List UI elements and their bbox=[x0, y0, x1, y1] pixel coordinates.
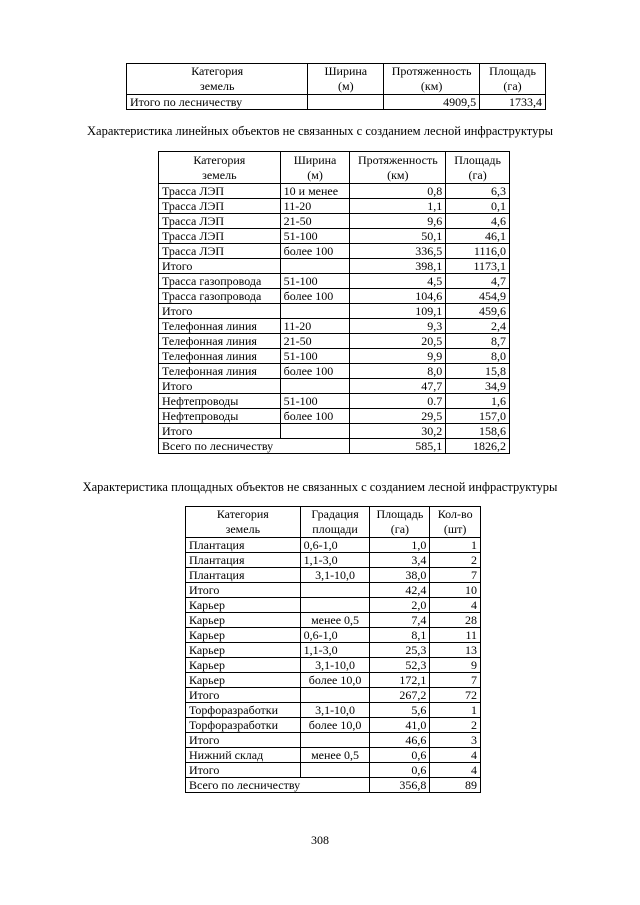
range-cell: более 100 bbox=[280, 289, 350, 304]
column-header: Протяженность (км) bbox=[350, 152, 446, 184]
category-cell: Телефонная линия bbox=[159, 349, 281, 364]
table-row bbox=[186, 673, 481, 688]
category-cell: Трасса газопровода bbox=[159, 289, 281, 304]
column-header: Площадь (га) bbox=[446, 152, 510, 184]
value-cell: 109,1 bbox=[350, 304, 446, 319]
category-cell: Телефонная линия bbox=[159, 364, 281, 379]
value-cell: 4 bbox=[430, 763, 481, 778]
value-cell: 157,0 bbox=[446, 409, 510, 424]
table-row bbox=[186, 553, 481, 568]
table-row bbox=[186, 568, 481, 583]
value-cell: 38,0 bbox=[370, 568, 430, 583]
range-cell: 21-50 bbox=[280, 334, 350, 349]
total-length: 4909,5 bbox=[384, 95, 480, 110]
value-cell: 2,4 bbox=[446, 319, 510, 334]
category-cell: Карьер bbox=[186, 628, 301, 643]
value-cell: 13 bbox=[430, 643, 481, 658]
value-cell: 8,1 bbox=[370, 628, 430, 643]
category-cell: Итого bbox=[159, 259, 281, 274]
range-cell bbox=[280, 259, 350, 274]
range-cell: 1,1-3,0 bbox=[300, 553, 370, 568]
value-cell: 336,5 bbox=[350, 244, 446, 259]
table-row bbox=[186, 613, 481, 628]
category-cell: Телефонная линия bbox=[159, 319, 281, 334]
value-cell: 0,6 bbox=[370, 763, 430, 778]
category-cell: Трасса ЛЭП bbox=[159, 244, 281, 259]
range-cell bbox=[300, 733, 370, 748]
range-cell: более 100 bbox=[280, 364, 350, 379]
value-cell: 42,4 bbox=[370, 583, 430, 598]
grand-total-length: 585,1 bbox=[350, 439, 446, 454]
grand-total-area: 1826,2 bbox=[446, 439, 510, 454]
value-cell: 1,6 bbox=[446, 394, 510, 409]
table-row bbox=[186, 658, 481, 673]
grand-total-area: 356,8 bbox=[370, 778, 430, 793]
range-cell: более 10,0 bbox=[300, 673, 370, 688]
value-cell: 3,4 bbox=[370, 553, 430, 568]
value-cell: 158,6 bbox=[446, 424, 510, 439]
value-cell: 0.7 bbox=[350, 394, 446, 409]
value-cell: 52,3 bbox=[370, 658, 430, 673]
table-row bbox=[159, 379, 510, 394]
table-row bbox=[186, 703, 481, 718]
table-row bbox=[186, 718, 481, 733]
category-cell: Карьер bbox=[186, 673, 301, 688]
category-cell: Плантация bbox=[186, 538, 301, 553]
empty-cell bbox=[308, 95, 384, 110]
value-cell: 46,1 bbox=[446, 229, 510, 244]
category-cell: Итого bbox=[186, 763, 301, 778]
range-cell: более 100 bbox=[280, 244, 350, 259]
range-cell: 3,1-10,0 bbox=[300, 703, 370, 718]
value-cell: 15,8 bbox=[446, 364, 510, 379]
range-cell: 51-100 bbox=[280, 394, 350, 409]
value-cell: 29,5 bbox=[350, 409, 446, 424]
value-cell: 9,6 bbox=[350, 214, 446, 229]
area-objects-table bbox=[185, 506, 481, 793]
column-header: Ширина (м) bbox=[280, 152, 350, 184]
category-cell: Телефонная линия bbox=[159, 334, 281, 349]
table-row bbox=[159, 289, 510, 304]
column-header: Ширина (м) bbox=[308, 64, 384, 95]
category-cell: Трасса ЛЭП bbox=[159, 184, 281, 199]
category-cell: Нефтепроводы bbox=[159, 394, 281, 409]
table-row bbox=[159, 274, 510, 289]
category-cell: Карьер bbox=[186, 598, 301, 613]
range-cell bbox=[300, 688, 370, 703]
category-cell: Итого bbox=[186, 688, 301, 703]
value-cell: 1,0 bbox=[370, 538, 430, 553]
range-cell: 11-20 bbox=[280, 199, 350, 214]
category-cell: Торфоразработки bbox=[186, 703, 301, 718]
value-cell: 6,3 bbox=[446, 184, 510, 199]
summary-table-top bbox=[126, 63, 546, 110]
range-cell: менее 0,5 bbox=[300, 748, 370, 763]
value-cell: 1173,1 bbox=[446, 259, 510, 274]
table-row bbox=[186, 538, 481, 553]
value-cell: 104,6 bbox=[350, 289, 446, 304]
table-row bbox=[186, 598, 481, 613]
table-row bbox=[186, 583, 481, 598]
value-cell: 4,6 bbox=[446, 214, 510, 229]
value-cell: 1,1 bbox=[350, 199, 446, 214]
total-area: 1733,4 bbox=[480, 95, 546, 110]
category-cell: Итого bbox=[186, 583, 301, 598]
range-cell: более 10,0 bbox=[300, 718, 370, 733]
table-row bbox=[159, 304, 510, 319]
value-cell: 2 bbox=[430, 553, 481, 568]
category-cell: Итого bbox=[186, 733, 301, 748]
range-cell: 51-100 bbox=[280, 349, 350, 364]
value-cell: 9,9 bbox=[350, 349, 446, 364]
table-row bbox=[159, 394, 510, 409]
table-row bbox=[159, 319, 510, 334]
table-row bbox=[186, 628, 481, 643]
category-cell: Трасса газопровода bbox=[159, 274, 281, 289]
category-cell: Карьер bbox=[186, 643, 301, 658]
column-header: Кол-во (шт) bbox=[430, 507, 481, 538]
range-cell bbox=[300, 583, 370, 598]
range-cell: 21-50 bbox=[280, 214, 350, 229]
category-cell: Плантация bbox=[186, 553, 301, 568]
grand-total-count: 89 bbox=[430, 778, 481, 793]
value-cell: 28 bbox=[430, 613, 481, 628]
table-header-row bbox=[186, 507, 481, 538]
table-row bbox=[186, 763, 481, 778]
grand-total-label: Всего по лесничеству bbox=[159, 439, 350, 454]
range-cell: 3,1-10,0 bbox=[300, 568, 370, 583]
value-cell: 2,0 bbox=[370, 598, 430, 613]
value-cell: 4,7 bbox=[446, 274, 510, 289]
column-header: Категория земель bbox=[186, 507, 301, 538]
column-header: Протяженность (км) bbox=[384, 64, 480, 95]
range-cell: 0,6-1,0 bbox=[300, 628, 370, 643]
value-cell: 3 bbox=[430, 733, 481, 748]
value-cell: 398,1 bbox=[350, 259, 446, 274]
table-row bbox=[159, 364, 510, 379]
total-row bbox=[127, 95, 546, 110]
value-cell: 9 bbox=[430, 658, 481, 673]
range-cell: 3,1-10,0 bbox=[300, 658, 370, 673]
table-row bbox=[159, 199, 510, 214]
value-cell: 10 bbox=[430, 583, 481, 598]
table-row bbox=[186, 688, 481, 703]
value-cell: 11 bbox=[430, 628, 481, 643]
value-cell: 459,6 bbox=[446, 304, 510, 319]
value-cell: 5,6 bbox=[370, 703, 430, 718]
value-cell: 1 bbox=[430, 538, 481, 553]
table-row bbox=[159, 229, 510, 244]
range-cell bbox=[280, 424, 350, 439]
category-cell: Нижний склад bbox=[186, 748, 301, 763]
page-number: 308 bbox=[311, 833, 329, 847]
value-cell: 0,8 bbox=[350, 184, 446, 199]
range-cell: 51-100 bbox=[280, 229, 350, 244]
column-header: Градация площади bbox=[300, 507, 370, 538]
range-cell bbox=[280, 379, 350, 394]
grand-total-row bbox=[159, 439, 510, 454]
range-cell bbox=[300, 598, 370, 613]
category-cell: Торфоразработки bbox=[186, 718, 301, 733]
value-cell: 7 bbox=[430, 568, 481, 583]
table-row bbox=[186, 643, 481, 658]
value-cell: 2 bbox=[430, 718, 481, 733]
value-cell: 1116,0 bbox=[446, 244, 510, 259]
range-cell: 51-100 bbox=[280, 274, 350, 289]
value-cell: 8,0 bbox=[350, 364, 446, 379]
table-row bbox=[186, 748, 481, 763]
value-cell: 454,9 bbox=[446, 289, 510, 304]
value-cell: 172,1 bbox=[370, 673, 430, 688]
table-row bbox=[159, 409, 510, 424]
linear-objects-table bbox=[158, 151, 510, 454]
column-header: Площадь (га) bbox=[370, 507, 430, 538]
range-cell bbox=[280, 304, 350, 319]
table-row bbox=[159, 214, 510, 229]
category-cell: Плантация bbox=[186, 568, 301, 583]
value-cell: 46,6 bbox=[370, 733, 430, 748]
table-row bbox=[159, 334, 510, 349]
range-cell bbox=[300, 763, 370, 778]
category-cell: Итого bbox=[159, 424, 281, 439]
value-cell: 30,2 bbox=[350, 424, 446, 439]
value-cell: 7 bbox=[430, 673, 481, 688]
value-cell: 0,1 bbox=[446, 199, 510, 214]
value-cell: 4,5 bbox=[350, 274, 446, 289]
grand-total-label: Всего по лесничеству bbox=[186, 778, 370, 793]
category-cell: Нефтепроводы bbox=[159, 409, 281, 424]
value-cell: 7,4 bbox=[370, 613, 430, 628]
value-cell: 41,0 bbox=[370, 718, 430, 733]
value-cell: 25,3 bbox=[370, 643, 430, 658]
category-cell: Карьер bbox=[186, 613, 301, 628]
range-cell: более 100 bbox=[280, 409, 350, 424]
category-cell: Итого bbox=[159, 304, 281, 319]
value-cell: 20,5 bbox=[350, 334, 446, 349]
category-cell: Карьер bbox=[186, 658, 301, 673]
grand-total-row bbox=[186, 778, 481, 793]
column-header: Категория земель bbox=[159, 152, 281, 184]
range-cell: 1,1-3,0 bbox=[300, 643, 370, 658]
category-cell: Итого bbox=[159, 379, 281, 394]
value-cell: 1 bbox=[430, 703, 481, 718]
value-cell: 8,7 bbox=[446, 334, 510, 349]
value-cell: 8,0 bbox=[446, 349, 510, 364]
category-cell: Трасса ЛЭП bbox=[159, 229, 281, 244]
range-cell: менее 0,5 bbox=[300, 613, 370, 628]
column-header: Категория земель bbox=[127, 64, 308, 95]
value-cell: 9,3 bbox=[350, 319, 446, 334]
value-cell: 4 bbox=[430, 748, 481, 763]
column-header: Площадь (га) bbox=[480, 64, 546, 95]
value-cell: 50,1 bbox=[350, 229, 446, 244]
value-cell: 47,7 bbox=[350, 379, 446, 394]
value-cell: 0,6 bbox=[370, 748, 430, 763]
table-row bbox=[159, 184, 510, 199]
value-cell: 4 bbox=[430, 598, 481, 613]
category-cell: Трасса ЛЭП bbox=[159, 214, 281, 229]
table-row bbox=[159, 424, 510, 439]
area-objects-caption: Характеристика площадных объектов не связанных с созданием лесной инфраструктуры bbox=[82, 480, 558, 494]
table-header-row bbox=[127, 64, 546, 95]
range-cell: 11-20 bbox=[280, 319, 350, 334]
value-cell: 72 bbox=[430, 688, 481, 703]
table-row bbox=[159, 244, 510, 259]
table-row bbox=[186, 733, 481, 748]
range-cell: 10 и менее bbox=[280, 184, 350, 199]
value-cell: 34,9 bbox=[446, 379, 510, 394]
table-row bbox=[159, 349, 510, 364]
range-cell: 0,6-1,0 bbox=[300, 538, 370, 553]
value-cell: 267,2 bbox=[370, 688, 430, 703]
category-cell: Трасса ЛЭП bbox=[159, 199, 281, 214]
table-row bbox=[159, 259, 510, 274]
linear-objects-caption: Характеристика линейных объектов не связанных с созданием лесной инфраструктуры bbox=[87, 124, 553, 138]
total-label: Итого по лесничеству bbox=[127, 95, 308, 110]
table-header-row bbox=[159, 152, 510, 184]
